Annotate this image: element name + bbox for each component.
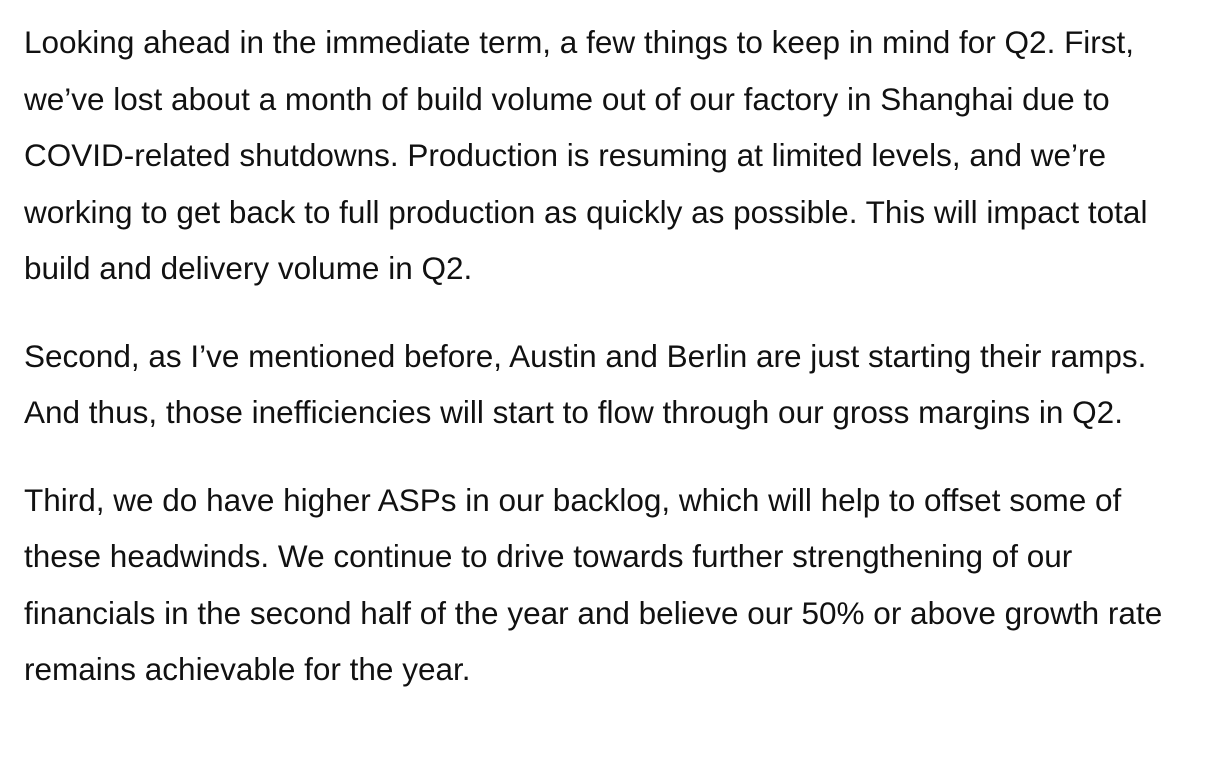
paragraph-backlog-growth: Third, we do have higher ASPs in our backlog, which will help to offset some of these headwinds. We continue to drive towards further strengthening of our financials in the second half of the year and believe our 50% or above growth rate remains achievable for the year. — [24, 481, 1163, 687]
paragraph-q2-outlook: Looking ahead in the immediate term, a few things to keep in mind for Q2. First, we’ve lost about a month of build volume out of our factory in Shanghai due to COVID-related shutdowns. Production is resuming at limited levels, and we’re working to get back to full production as quickly as possible. This will impact total build and delivery volume in Q2. — [24, 24, 1148, 286]
paragraph-austin-berlin-ramps: Second, as I’ve mentioned before, Austin and Berlin are just starting their ramps. And thus, those inefficiencies will start to flow through our gross margins in Q2. — [24, 337, 1147, 430]
